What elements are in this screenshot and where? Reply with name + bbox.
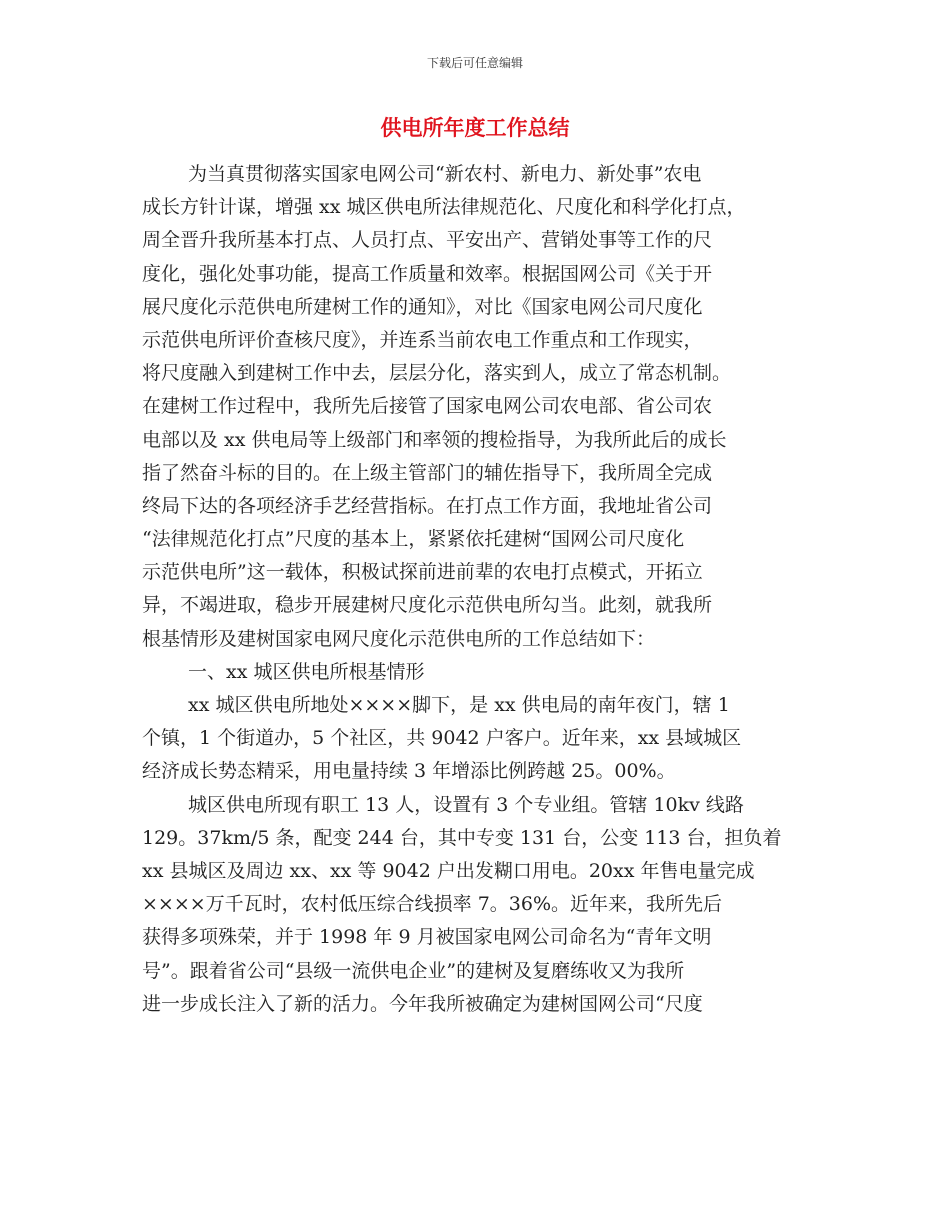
section-heading: 一、xx 城区供电所根基情形 [188, 660, 425, 683]
body-line: “法律规范化打点”尺度的基本上，紧紧依托建树“国网公司尺度化 [142, 528, 685, 551]
body-line: 电部以及 xx 供电局等上级部门和率领的搜检指导，为我所此后的成长 [142, 428, 727, 451]
body-line: 异，不竭进取，稳步开展建树尺度化示范供电所勾当。此刻，就我所 [142, 594, 713, 617]
body-line: xx 城区供电所地处××××脚下，是 xx 供电局的南年夜门，辖 1 [188, 694, 730, 716]
body-line: 将尺度融入到建树工作中去，层层分化，落实到人，成立了常态机制。 [142, 362, 732, 385]
body-line: 城区供电所现有职工 13 人，设置有 3 个专业组。管辖 10kv 线路 [188, 793, 744, 816]
page-header: 下载后可任意编辑 [426, 56, 523, 70]
body-line: 示范供电所”这一载体，积极试探前进前辈的农电打点模式，开拓立 [142, 561, 703, 584]
body-line: 周全晋升我所基本打点、人员打点、平安出产、营销处事等工作的尺 [142, 229, 713, 252]
body-line: 为当真贯彻落实国家电网公司“新农村、新电力、新处事”农电 [188, 163, 702, 185]
body-line: 示范供电所评价查核尺度》，并连系当前农电工作重点和工作现实， [142, 328, 703, 351]
body-line: 获得多项殊荣，并于 1998 年 9 月被国家电网公司命名为“青年文明 [142, 926, 712, 949]
body-line: 经济成长势态精采，用电量持续 3 年增添比例跨越 25。00%。 [142, 760, 676, 783]
body-line: 号”。跟着省公司“县级一流供电企业”的建树及复磨练收又为我所 [142, 959, 685, 982]
body-line: xx 县城区及周边 xx、xx 等 9042 户出发糊口用电。20xx 年售电量完成 [142, 859, 755, 882]
body-line: 个镇，1 个街道办，5 个社区，共 9042 户客户。近年来，xx 县域城区 [142, 727, 742, 750]
body-line: 成长方针计谋，增强 xx 城区供电所法律规范化、尺度化和科学化打点， [142, 196, 746, 219]
body-line: 指了然奋斗标的目的。在上级主管部门的辅佐指导下，我所周全完成 [142, 461, 713, 484]
body-line: 129。37km/5 条，配变 244 台，其中专变 131 台，公变 113 台，担负着 [142, 826, 782, 849]
document-body [142, 158, 812, 1021]
body-line: 终局下达的各项经济手艺经营指标。在打点工作方面，我地址省公司 [142, 494, 713, 517]
body-line: 展尺度化示范供电所建树工作的通知》，对比《国家电网公司尺度化 [142, 295, 703, 318]
body-line: 根基情形及建树国家电网尺度化示范供电所的工作总结如下： [142, 627, 656, 650]
body-line: 度化，强化处事功能，提高工作质量和效率。根据国网公司《关于开 [142, 262, 713, 285]
body-line: 进一步成长注入了新的活力。今年我所被确定为建树国网公司“尺度 [142, 992, 703, 1015]
body-line: 在建树工作过程中，我所先后接管了国家电网公司农电部、省公司农 [142, 395, 713, 418]
body-line: ××××万千瓦时，农村低压综合线损率 7。36%。近年来，我所先后 [142, 893, 723, 916]
document-title: 供电所年度工作总结 [380, 115, 570, 140]
